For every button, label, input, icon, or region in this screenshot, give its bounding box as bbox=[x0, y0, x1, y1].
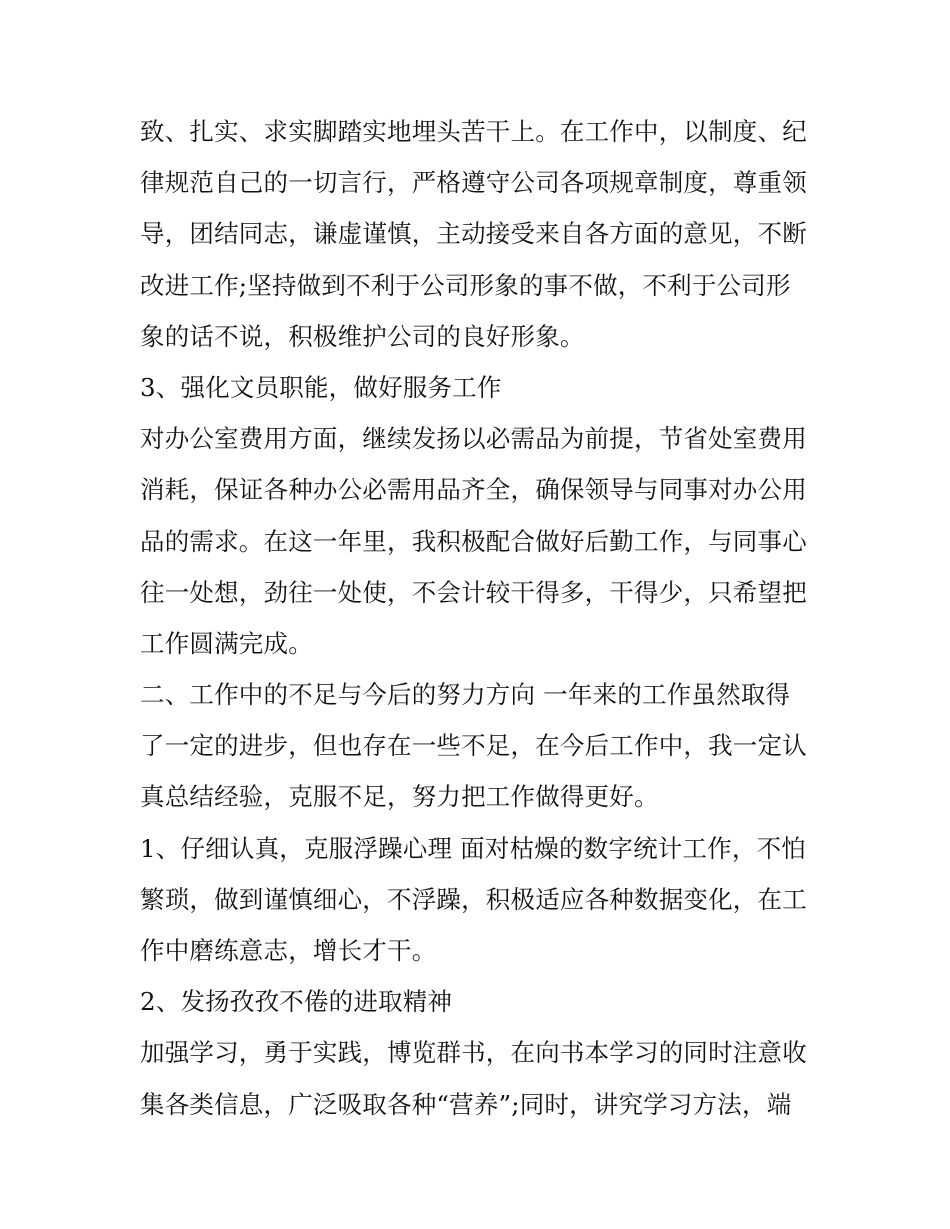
text-line: 繁琐，做到谨慎细心，不浮躁，积极适应各种数据变化，在工 bbox=[140, 884, 807, 914]
document-body bbox=[140, 106, 820, 1130]
text-line: 品的需求。在这一年里，我积极配合做好后勤工作，与同事心 bbox=[140, 526, 807, 556]
text-line: 象的话不说，积极维护公司的良好形象。 bbox=[140, 321, 585, 351]
text-line: 加强学习，勇于实践，博览群书，在向书本学习的同时注意收 bbox=[140, 1038, 807, 1068]
text-line: 工作圆满完成。 bbox=[140, 628, 313, 658]
text-line: 往一处想，劲往一处使，不会计较干得多，干得少，只希望把 bbox=[140, 577, 807, 607]
text-line: 律规范自己的一切言行，严格遵守公司各项规章制度，尊重领 bbox=[140, 168, 807, 198]
section-heading: 2、发扬孜孜不倦的进取精神 bbox=[140, 987, 453, 1017]
text-line: 真总结经验，克服不足，努力把工作做得更好。 bbox=[140, 782, 659, 812]
section-heading: 3、强化文员职能，做好服务工作 bbox=[140, 372, 502, 402]
text-line: 了一定的进步，但也存在一些不足，在今后工作中，我一定认 bbox=[140, 731, 807, 761]
section-heading: 二、工作中的不足与今后的努力方向 一年来的工作虽然取得 bbox=[140, 680, 791, 710]
text-line: 作中磨练意志，增长才干。 bbox=[140, 936, 437, 965]
text-line: 消耗，保证各种办公必需用品齐全，确保领导与同事对办公用 bbox=[140, 475, 807, 505]
section-heading: 1、仔细认真，克服浮躁心理 面对枯燥的数字统计工作，不怕 bbox=[140, 833, 806, 863]
text-line: 对办公室费用方面，继续发扬以必需品为前提，节省处室费用 bbox=[140, 424, 807, 454]
text-line: 改进工作;坚持做到不利于公司形象的事不做，不利于公司形 bbox=[140, 270, 791, 300]
text-line: 致、扎实、求实脚踏实地埋头苦干上。在工作中，以制度、纪 bbox=[140, 117, 807, 146]
text-line: 导，团结同志，谦虚谨慎，主动接受来自各方面的意见，不断 bbox=[140, 219, 807, 249]
text-line: 集各类信息，广泛吸取各种“营养”;同时，讲究学习方法，端 bbox=[140, 1089, 792, 1119]
